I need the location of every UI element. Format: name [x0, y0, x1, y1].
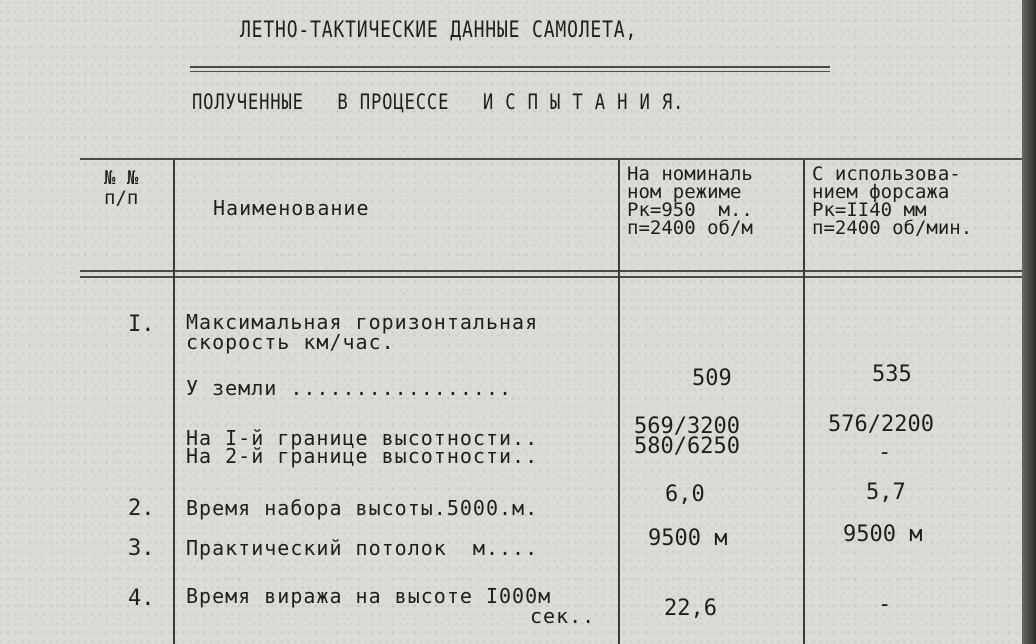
row1c-name: На 2-й границе высотности..: [186, 444, 539, 468]
page-edge-shadow: [1022, 0, 1036, 644]
header-forsazh-line2: нием форсажа: [812, 181, 950, 203]
row2-forsazh: 5,7: [866, 480, 906, 505]
header-forsazh-line1: С использова-: [812, 163, 961, 185]
header-num-line2: п/п: [104, 187, 139, 209]
row1c-nominal: 580/6250: [634, 434, 740, 459]
row1a-nominal: 509: [692, 366, 732, 391]
header-separator: [80, 270, 1025, 272]
table-top-border: [80, 158, 1025, 160]
row4-name-line1: Время виража на высоте I000м: [186, 584, 552, 608]
title-underline: [190, 66, 830, 68]
document-subtitle: ПОЛУЧЕННЫЕ В ПРОЦЕССЕ И С П Ы Т А Н И Я.: [192, 90, 685, 114]
header-nominal-line4: п=2400 об/м: [627, 217, 753, 239]
header-name: Наименование: [213, 196, 370, 220]
col-divider-1: [173, 160, 175, 644]
row4-number: 4.: [128, 586, 155, 611]
row4-forsazh: -: [878, 592, 892, 617]
header-nominal-line1: На номиналь: [627, 163, 753, 185]
header-forsazh-line4: п=2400 об/мин.: [812, 217, 973, 239]
row3-name: Практический потолок м....: [186, 536, 539, 560]
row1b-nominal: 569/3200: [634, 414, 740, 439]
document-title: ЛЕТНО-ТАКТИЧЕСКИЕ ДАННЫЕ САМОЛЕТА,: [240, 18, 638, 43]
row1c-forsazh: -: [878, 440, 892, 465]
row3-number: 3.: [128, 536, 155, 561]
col-divider-3: [803, 160, 805, 644]
row1-number: I.: [128, 312, 155, 337]
header-separator-2: [80, 276, 1025, 278]
header-num-line1: № №: [104, 167, 139, 189]
row2-number: 2.: [128, 496, 155, 521]
header-forsazh-line3: Рк=II40 мм: [812, 199, 927, 221]
row3-nominal: 9500 м: [648, 526, 728, 551]
row2-nominal: 6,0: [665, 482, 705, 507]
header-nominal-line3: Рк=950 м..: [627, 199, 753, 221]
row2-name: Время набора высоты.5000.м.: [186, 496, 539, 520]
header-nominal-line2: ном режиме: [627, 181, 742, 203]
row1a-forsazh: 535: [872, 362, 912, 387]
row3-forsazh: 9500 м: [843, 522, 923, 547]
row1a-name: У земли .................: [186, 376, 513, 400]
row1b-name: На I-й границе высотности..: [186, 426, 539, 450]
title-underline-2: [190, 71, 830, 72]
row1b-forsazh: 576/2200: [828, 412, 934, 437]
row1-name-line2: скорость км/час.: [186, 330, 395, 354]
row4-name-line2: сек..: [530, 604, 596, 628]
row4-nominal: 22,6: [664, 596, 717, 621]
col-divider-2: [618, 160, 620, 644]
row1-name-line1: Максимальная горизонтальная: [186, 310, 539, 334]
